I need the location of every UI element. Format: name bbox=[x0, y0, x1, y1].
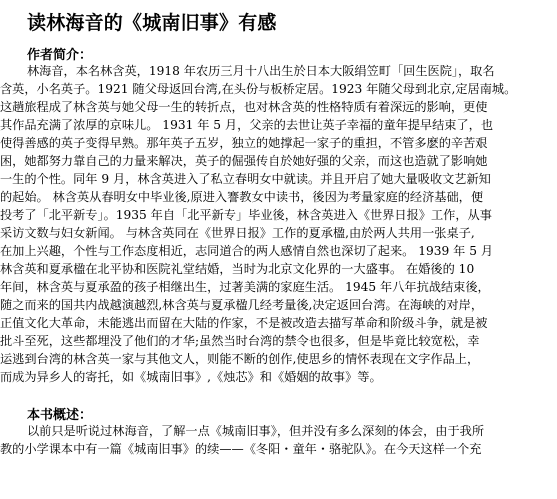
text-line: 一生的个性。同年 9 月，林含英进入了私立春明女中就读。并且开启了她大量吸收文艺新知 bbox=[0, 172, 491, 186]
text-line: 这趟旅程成了林含英与她父母一生的转折点，也对林含英的性格特质有着深远的影响，更使 bbox=[0, 100, 488, 114]
text-line: 林含英和夏承楹在北平协和医院礼堂结婚，当时为北京文化界的一大盛事。 在婚後的 10 bbox=[0, 262, 475, 276]
text-line: 投考了「北平新专」。1935 年自「北平新专」毕业後，林含英进入《世界日报》工作，从事 bbox=[0, 208, 492, 222]
text-line: 困，她都努力靠自己的力量来解决，英子的倔强传自於她好强的父亲，而这也造就了影响她 bbox=[0, 154, 488, 168]
text-line: 采访文数与妇女新闻。 与林含英同在《世界日报》工作的夏承楹,由於两人共用一张桌子, bbox=[0, 226, 475, 240]
text-line: 正值文化大革命，未能逃出而留在大陆的作家，不是被改造去描写革命和阶级斗争，就是被 bbox=[0, 316, 488, 330]
text-line: 使得善感的英子变得早熟。那年英子五岁，独立的她撑起一家子的重担，不管多麽的辛苦艰 bbox=[0, 136, 488, 150]
text-line: 的起始。 林含英从春明女中毕业後,原进入謇教女中读书，後因为考量家庭的经济基础，便 bbox=[0, 190, 484, 204]
text-line: 在加上兴趣，个性与工作态度相近，志同道合的两人感情自然也深切了起来。 1939 年 5 月 bbox=[0, 244, 494, 258]
text-line: 其作品充满了浓厚的京味儿。 1931 年 5 月，父亲的去世让英子幸福的童年提早结束了，也 bbox=[0, 118, 494, 132]
section-heading-author: 作者简介： bbox=[27, 48, 93, 63]
text-line: 含英，小名英子。1921 随父母返回台湾,在头份与板桥定居。1923 年随父母到北京,定居南城。 bbox=[0, 82, 517, 96]
section-heading-summary: 本书概述： bbox=[27, 408, 93, 423]
document-title: 读林海音的《城南旧事》有感 bbox=[27, 12, 277, 34]
text-line: 林海音，本名林含英，1918 年农历三月十八出生於日本大阪绢笠町「回生医院」，取名 bbox=[27, 64, 495, 78]
text-line: 运逃到台湾的林含英一家与其他文人，则能不断的创作,使思乡的情怀表现在文字作品上， bbox=[0, 352, 480, 366]
text-line: 教的小学课本中有一篇《城南旧事》的续——《冬阳・童年・骆驼队》。在今天这样一个充 bbox=[0, 442, 482, 456]
text-line: 随之而来的国共内战越演越烈,林含英与夏承楹几经考量後,决定返回台湾。在海峡的对岸， bbox=[0, 298, 484, 312]
text-line: 以前只是听说过林海音，了解一点《城南旧事》，但并没有多么深刻的体会，由于我所 bbox=[27, 424, 485, 438]
text-line: 年间，林含英与夏承盈的孩子相继出生，过著美满的家庭生活。 1945 年八年抗战结束後， bbox=[0, 280, 490, 294]
text-line: 而成为异乡人的寄托，如《城南旧事》,《烛芯》和《婚姻的故事》等。 bbox=[0, 370, 382, 384]
text-line: 批斗至死，这些都埋没了他们的才华;虽然当时台湾的禁令也很多，但是毕竟比较宽松，幸 bbox=[0, 334, 480, 348]
